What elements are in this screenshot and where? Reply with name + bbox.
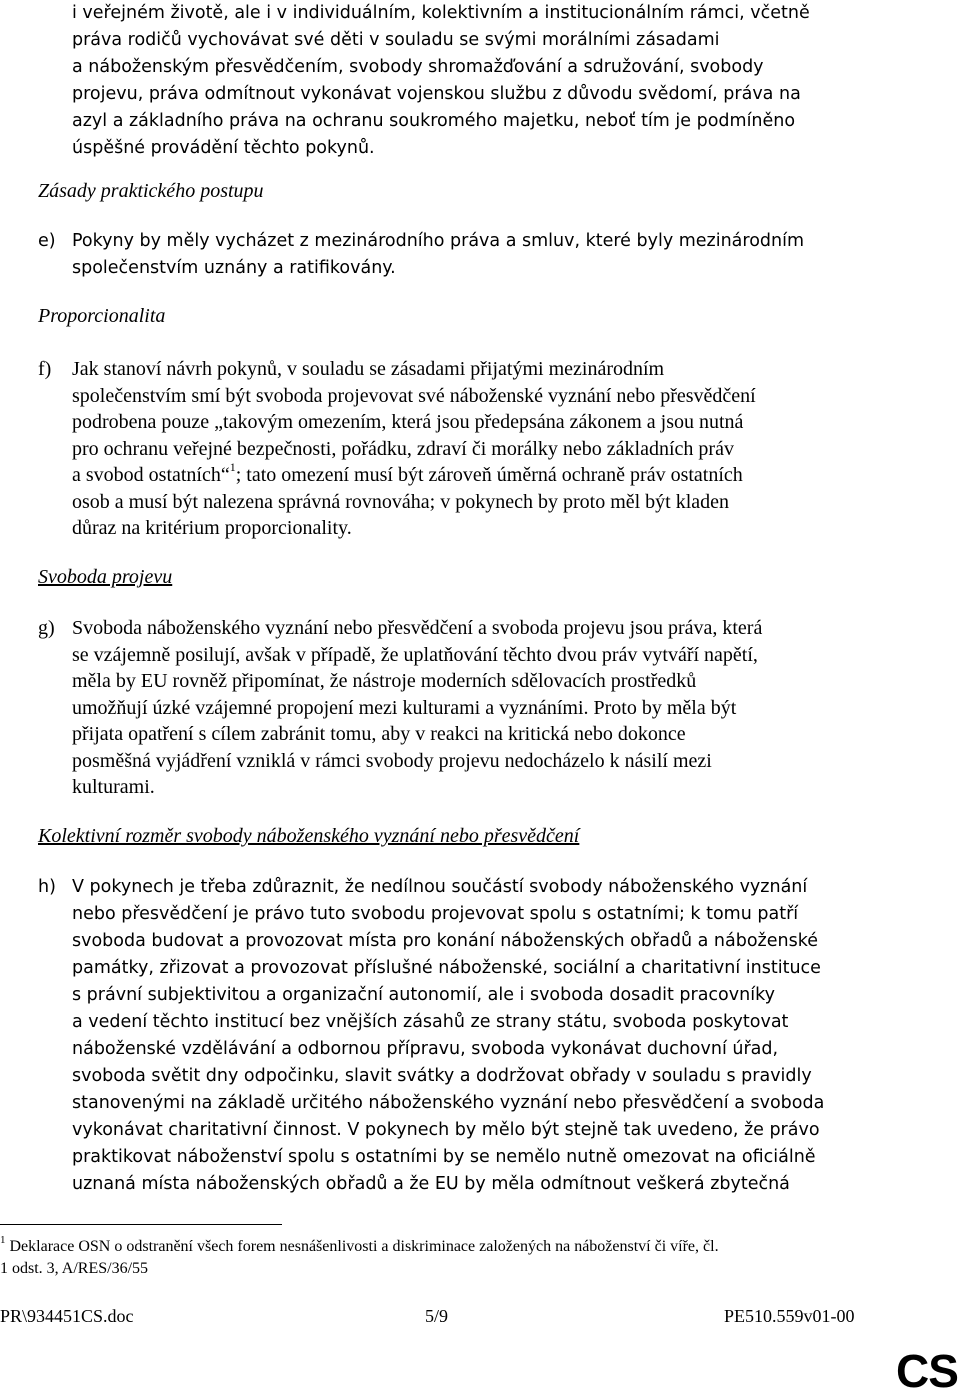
- text-line: se vzájemně posilují, avšak v případě, že uplatňování těchto dvou práv vytváří napětí,: [72, 643, 758, 666]
- text-line: s právní subjektivitou a organizační autonomií, ale i svoboda dosadit pracovníky: [72, 985, 775, 1005]
- text-line: společenstvím smí být svoboda projevovat své náboženské vyznání nebo přesvědčení: [72, 384, 756, 407]
- section-heading-zasady: Zásady praktického postupu: [38, 180, 264, 202]
- item-marker: g): [38, 617, 55, 639]
- footnote-reference[interactable]: 1: [229, 460, 236, 475]
- text-line: V pokynech je třeba zdůraznit, že nedílnou součástí svobody náboženského vyznání: [72, 877, 808, 897]
- text-line: práva rodičů vychovávat své děti v souladu se svými morálními zásadami: [72, 30, 720, 50]
- text-line: Pokyny by měly vycházet z mezinárodního práva a smluv, které byly mezinárodním: [72, 231, 805, 251]
- footer-pe-ref: PE510.559v01-00: [724, 1306, 855, 1326]
- text-line: podrobena pouze „takovým omezením, která jsou předepsána zákonem a jsou nutná: [72, 411, 744, 433]
- text-line: i veřejném životě, ale i v individuálním, kolektivním a institucionálním rámci, včetně: [72, 3, 810, 23]
- text-line: a vedení těchto institucí bez vnějších zásahů ze strany státu, svoboda poskytovat: [72, 1012, 789, 1032]
- footer-doc-ref: PR\934451CS.doc: [0, 1306, 134, 1326]
- text-line: společenstvím uznány a ratifikovány.: [72, 258, 396, 278]
- text-line: umožňují úzké vzájemné propojení mezi kulturami a vyznáními. Proto by měla být: [72, 696, 737, 719]
- footnote-line: 1 odst. 3, A/RES/36/55: [0, 1260, 149, 1277]
- text-line: Jak stanoví návrh pokynů, v souladu se zásadami přijatými mezinárodním: [72, 358, 665, 380]
- text-line: přijata opatření s cílem zabránit tomu, aby v reakci na kritická nebo dokonce: [72, 723, 686, 745]
- section-heading-kolektivni-rozmer: Kolektivní rozměr svobody náboženského vyznání nebo přesvědčení: [38, 825, 580, 847]
- footnote-separator: [0, 1224, 282, 1225]
- text-line: azyl a základního práva na ochranu soukromého majetku, neboť tím je podmíněno: [72, 111, 796, 131]
- item-marker: f): [38, 358, 52, 380]
- text-line: památky, zřizovat a provozovat příslušné náboženské, sociální a charitativní instituce: [72, 958, 821, 978]
- section-heading-svoboda-projevu: Svoboda projevu: [38, 566, 173, 588]
- footnote: [0, 1233, 900, 1280]
- footnote-number: 1: [0, 1233, 6, 1246]
- text-line: stanovenými na základě určitého náboženského vyznání nebo přesvědčení a svoboda: [72, 1093, 825, 1113]
- text-line: [72, 462, 902, 489]
- text-line: důraz na kritérium proporcionality.: [72, 517, 352, 539]
- text-line: osob a musí být nalezena správná rovnováha; v pokynech by proto měl být kladen: [72, 490, 730, 513]
- text-line: Svoboda náboženského vyznání nebo přesvědčení a svoboda projevu jsou práva, která: [72, 617, 763, 639]
- footnote-line: [0, 1233, 900, 1258]
- item-marker: e): [38, 231, 56, 251]
- text-line: projevu, práva odmítnout vykonávat vojenskou službu z důvodu svědomí, práva na: [72, 84, 801, 104]
- text-line: úspěšné provádění těchto pokynů.: [72, 138, 375, 158]
- continuation-paragraph: [72, 0, 892, 162]
- text-segment: ; tato omezení musí být zároveň úměrná ochraně práv ostatních: [235, 464, 743, 486]
- footer-page-number: 5/9: [425, 1306, 449, 1326]
- language-code: CS: [896, 1345, 958, 1397]
- text-line: kulturami.: [72, 776, 155, 798]
- text-line: pro ochranu veřejné bezpečnosti, pořádku, zdraví či morálky nebo základních práv: [72, 437, 734, 460]
- text-segment: a svobod ostatních“: [72, 464, 230, 486]
- text-line: vykonávat charitativní činnost. V pokynech by mělo být stejně tak uvedeno, že právo: [72, 1120, 820, 1140]
- footnote-text: Deklarace OSN o odstranění všech forem nesnášenlivosti a diskriminace založených na náboženství či víře, čl.: [5, 1238, 719, 1255]
- text-line: nebo přesvědčení je právo tuto svobodu projevovat spolu s ostatními; k tomu patří: [72, 904, 799, 924]
- text-line: uznaná místa náboženských obřadů a že EU by měla odmítnout veškerá zbytečná: [72, 1174, 790, 1194]
- item-marker: h): [38, 877, 56, 897]
- section-heading-proporcionalita: Proporcionalita: [38, 305, 166, 327]
- text-line: a náboženským přesvědčením, svobody shromažďování a sdružování, svobody: [72, 57, 764, 77]
- text-line: svoboda světit dny odpočinku, slavit svátky a dodržovat obřady v souladu s pravidly: [72, 1066, 812, 1086]
- text-line: měla by EU rovněž připomínat, že nástroje moderních sdělovacích prostředků: [72, 670, 697, 692]
- text-line: posměšná vyjádření vzniklá v rámci svobody projevu nedocházelo k násilí mezi: [72, 749, 712, 772]
- text-line: praktikovat náboženství spolu s ostatními by se nemělo nutně omezovat na oficiálně: [72, 1147, 816, 1167]
- text-line: náboženské vzdělávání a odbornou přípravu, svoboda vykonávat duchovní úřad,: [72, 1039, 779, 1059]
- text-line: svoboda budovat a provozovat místa pro konání náboženských obřadů a náboženské: [72, 931, 818, 951]
